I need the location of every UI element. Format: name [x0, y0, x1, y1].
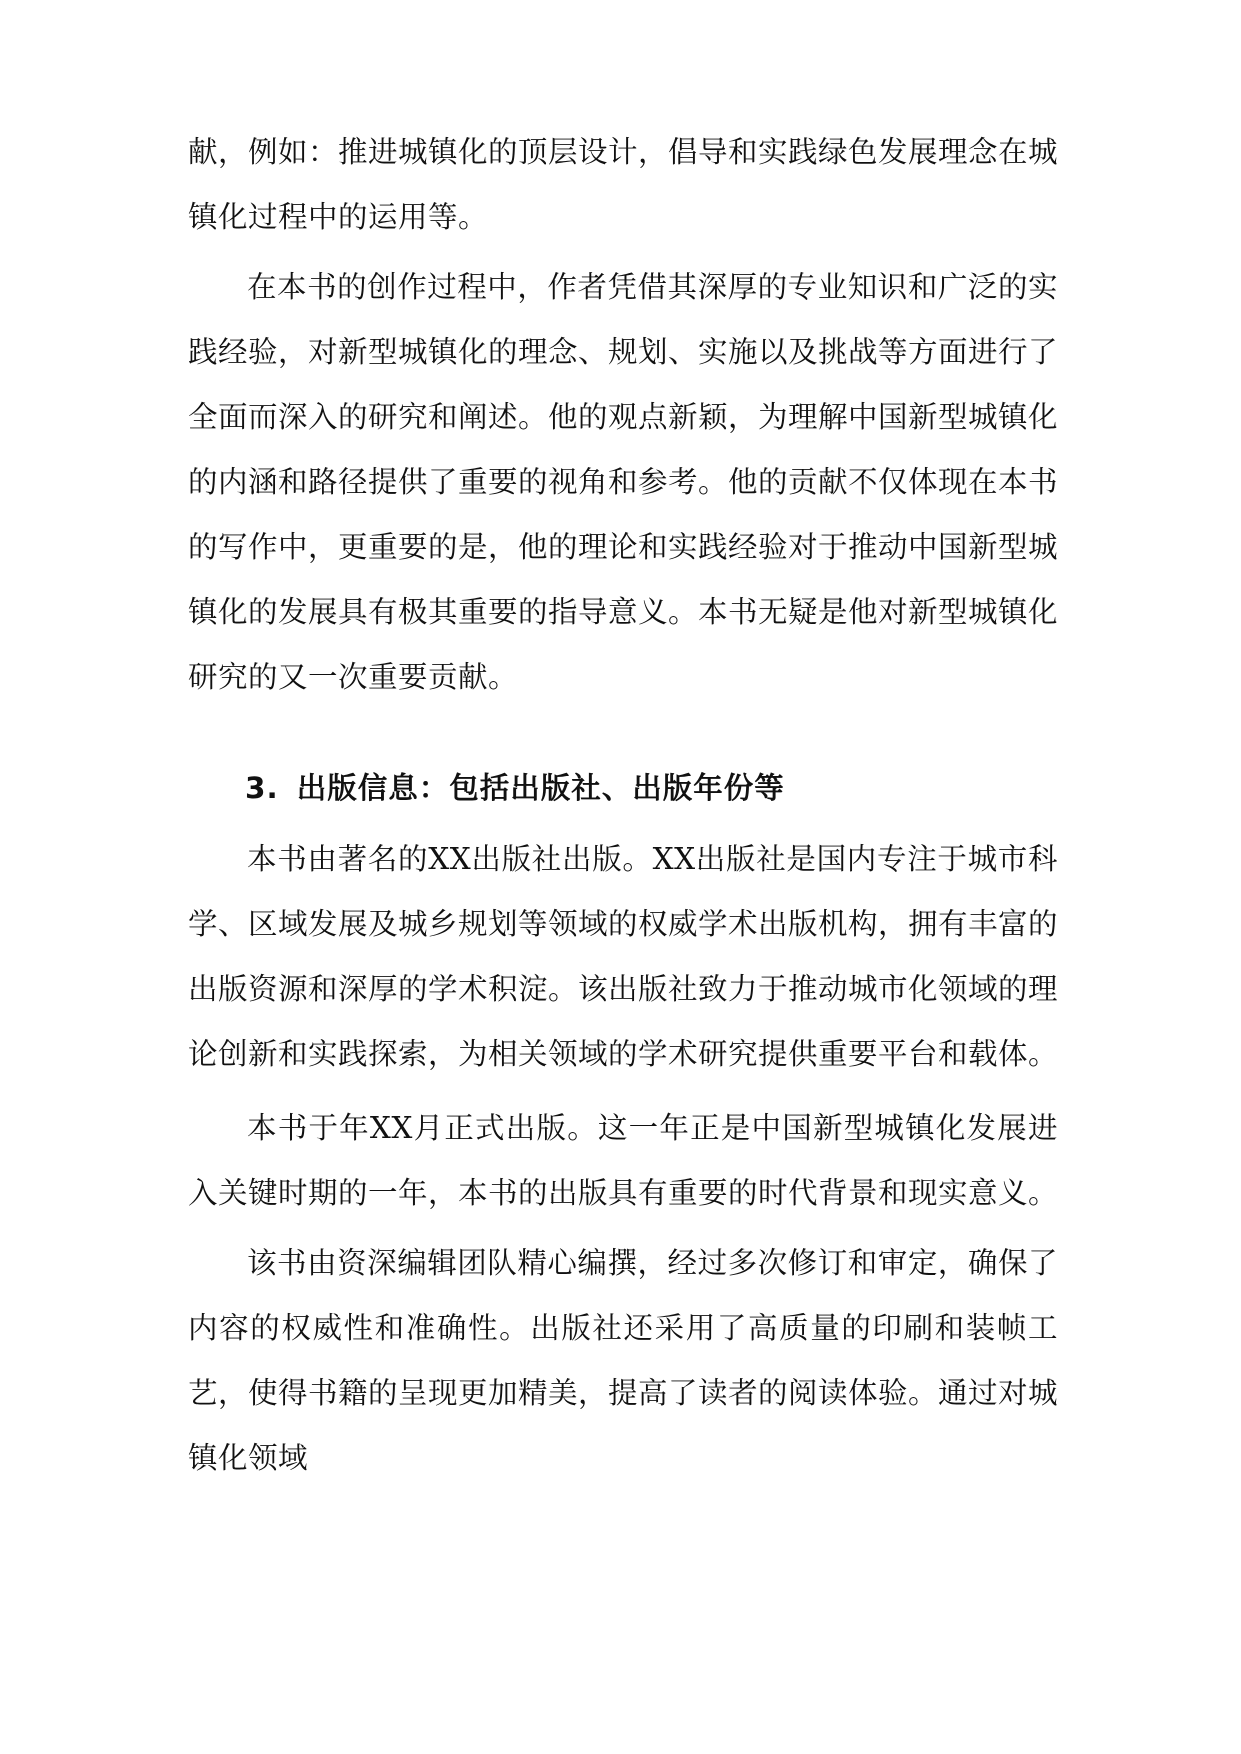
- paragraph-author-contribution: 在本书的创作过程中，作者凭借其深厚的专业知识和广泛的实践经验，对新型城镇化的理念、规划、实施以及挑战等方面进行了全面而深入的研究和阐述。他的观点新颖，为理解中国新型城镇化的内涵和路径提供了重要的视角和参考。他的贡献不仅体现在本书的写作中，更重要的是，他的理论和实践经验对于推动中国新型城镇化的发展具有极其重要的指导意义。本书无疑是他对新型城镇化研究的又一次重要贡献。: [188, 270, 1059, 694]
- section-title: 出版信息：包括出版社、出版年份等: [296, 771, 785, 805]
- paragraph-publisher: 本书由著名的XX出版社出版。XX出版社是国内专注于城市科学、区域发展及城乡规划等领域的权威学术出版机构，拥有丰富的出版资源和深厚的学术积淀。该出版社致力于推动城市化领域的理论创新和实践探索，为相关领域的学术研究提供重要平台和载体。: [188, 842, 1059, 1071]
- paragraph-continuation: 献，例如：推进城镇化的顶层设计，倡导和实践绿色发展理念在城镇化过程中的运用等。: [188, 135, 1059, 234]
- section-number: 3.: [245, 771, 279, 805]
- section-heading: [245, 756, 785, 821]
- paragraph-editing-quality: 该书由资深编辑团队精心编撰，经过多次修订和审定，确保了内容的权威性和准确性。出版社还采用了高质量的印刷和装帧工艺，使得书籍的呈现更加精美，提高了读者的阅读体验。通过对城镇化领域: [188, 1246, 1059, 1475]
- paragraph-publication-date: 本书于年XX月正式出版。这一年正是中国新型城镇化发展进入关键时期的一年，本书的出版具有重要的时代背景和现实意义。: [188, 1111, 1059, 1210]
